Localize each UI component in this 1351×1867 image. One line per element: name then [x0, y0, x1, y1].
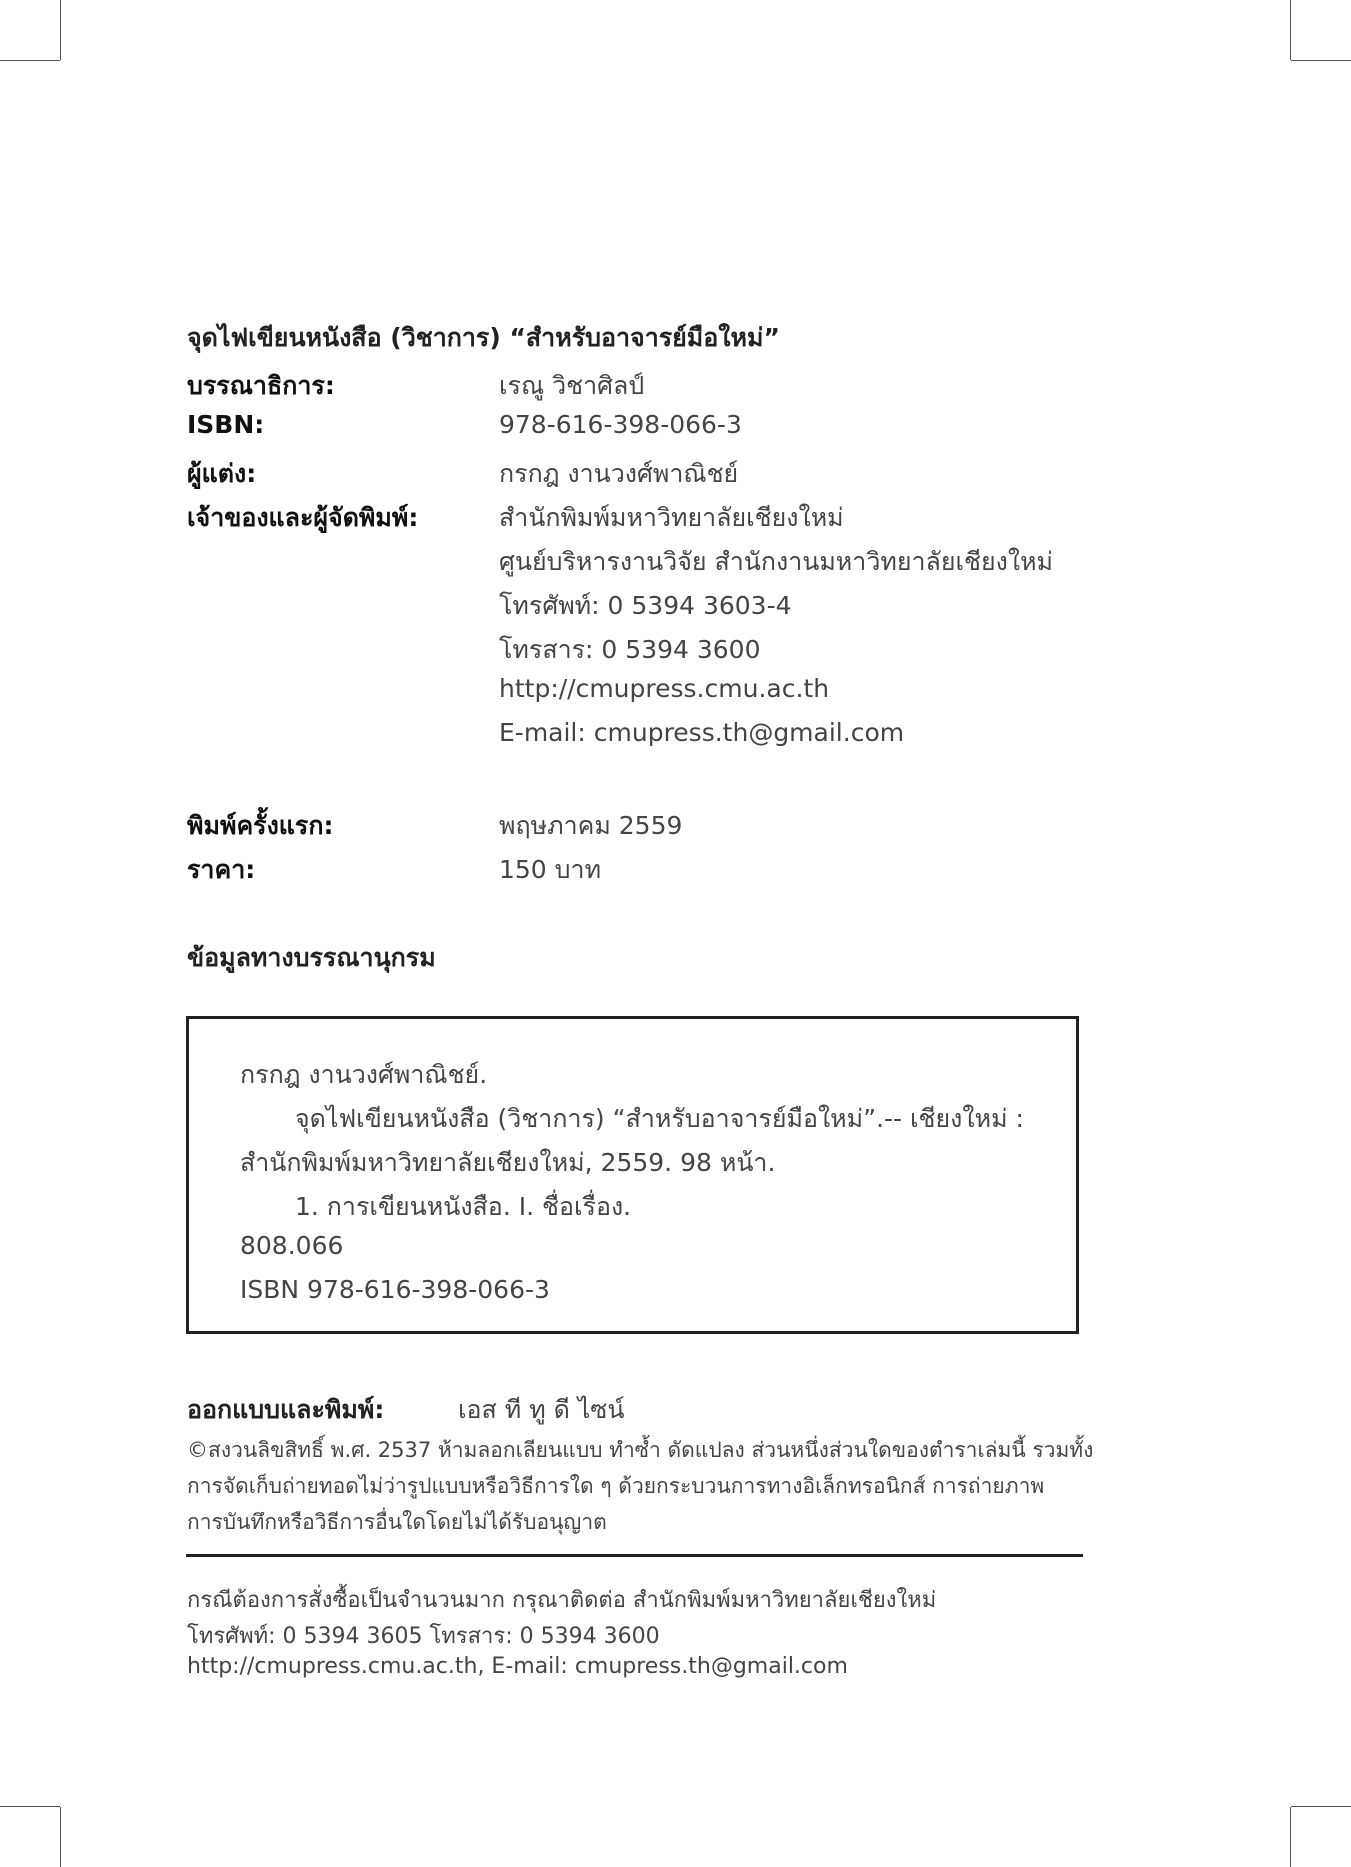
divider-rule	[186, 1554, 1083, 1557]
detail-label: บรรณาธิการ:	[187, 371, 335, 400]
crop-mark-bottom-right-v	[1290, 1807, 1291, 1867]
cip-subject: 1. การเขียนหนังสือ. I. ชื่อเรื่อง.	[295, 1192, 632, 1221]
book-title: จุดไฟเขียนหนังสือ (วิชาการ) “สำหรับอาจารย์มือใหม่”	[187, 323, 780, 352]
crop-mark-top-right-v	[1290, 0, 1291, 60]
cataloging-heading: ข้อมูลทางบรรณานุกรม	[187, 943, 436, 972]
crop-mark-top-left-h	[0, 60, 60, 61]
detail-value: กรกฎ งานวงศ์พาณิชย์	[499, 459, 739, 488]
publisher-phone: โทรศัพท์: 0 5394 3603-4	[499, 591, 792, 620]
detail-label: ISBN:	[187, 410, 265, 439]
cip-author: กรกฎ งานวงศ์พาณิชย์.	[240, 1060, 488, 1089]
design-label: ออกแบบและพิมพ์:	[187, 1395, 385, 1424]
cip-title: จุดไฟเขียนหนังสือ (วิชาการ) “สำหรับอาจารย์มือใหม่”.-- เชียงใหม่ :	[295, 1104, 1024, 1133]
crop-mark-bottom-left-v	[60, 1807, 61, 1867]
crop-mark-bottom-right-h	[1291, 1806, 1351, 1807]
detail-value: 150 บาท	[499, 855, 602, 884]
cip-classification: 808.066	[240, 1231, 344, 1260]
order-web-email-link[interactable]: http://cmupress.cmu.ac.th, E-mail: cmupress.th@gmail.com	[187, 1654, 848, 1679]
publisher-website-link[interactable]: http://cmupress.cmu.ac.th	[499, 674, 830, 703]
detail-label: พิมพ์ครั้งแรก:	[187, 811, 334, 840]
copyright-line: ©สงวนลิขสิทธิ์ พ.ศ. 2537 ห้ามลอกเลียนแบบ ทำซ้ำ ดัดแปลง ส่วนหนึ่งส่วนใดของตำราเล่มนี้ รวมทั้ง	[187, 1438, 1094, 1462]
cataloging-box	[186, 1016, 1079, 1334]
publisher-line: ศูนย์บริหารงานวิจัย สำนักงานมหาวิทยาลัยเชียงใหม่	[499, 547, 1054, 576]
detail-value: เรณู วิชาศิลป์	[499, 371, 645, 400]
copyright-line: การบันทึกหรือวิธีการอื่นใดโดยไม่ได้รับอนุญาต	[187, 1510, 607, 1534]
crop-mark-top-left-v	[60, 0, 61, 60]
crop-mark-bottom-left-h	[0, 1806, 60, 1807]
detail-value: 978-616-398-066-3	[499, 410, 742, 439]
cip-imprint: สำนักพิมพ์มหาวิทยาลัยเชียงใหม่, 2559. 98 หน้า.	[240, 1148, 776, 1177]
order-contact: โทรศัพท์: 0 5394 3605 โทรสาร: 0 5394 3600	[187, 1624, 660, 1649]
cip-isbn: ISBN 978-616-398-066-3	[240, 1275, 550, 1304]
crop-mark-top-right-h	[1291, 60, 1351, 61]
publisher-fax: โทรสาร: 0 5394 3600	[499, 635, 761, 664]
detail-label: ผู้แต่ง:	[187, 459, 257, 488]
copyright-line: การจัดเก็บถ่ายทอดไม่ว่ารูปแบบหรือวิธีการใด ๆ ด้วยกระบวนการทางอิเล็กทรอนิกส์ การถ่ายภาพ	[187, 1474, 1045, 1498]
detail-label: ราคา:	[187, 855, 256, 884]
order-info: กรณีต้องการสั่งซื้อเป็นจำนวนมาก กรุณาติดต่อ สำนักพิมพ์มหาวิทยาลัยเชียงใหม่	[187, 1588, 937, 1613]
detail-value: สำนักพิมพ์มหาวิทยาลัยเชียงใหม่	[499, 503, 844, 532]
detail-value: พฤษภาคม 2559	[499, 811, 683, 840]
design-value: เอส ที ทู ดี ไซน์	[458, 1395, 625, 1424]
detail-label: เจ้าของและผู้จัดพิมพ์:	[187, 503, 419, 532]
publisher-email-link[interactable]: E-mail: cmupress.th@gmail.com	[499, 718, 905, 747]
